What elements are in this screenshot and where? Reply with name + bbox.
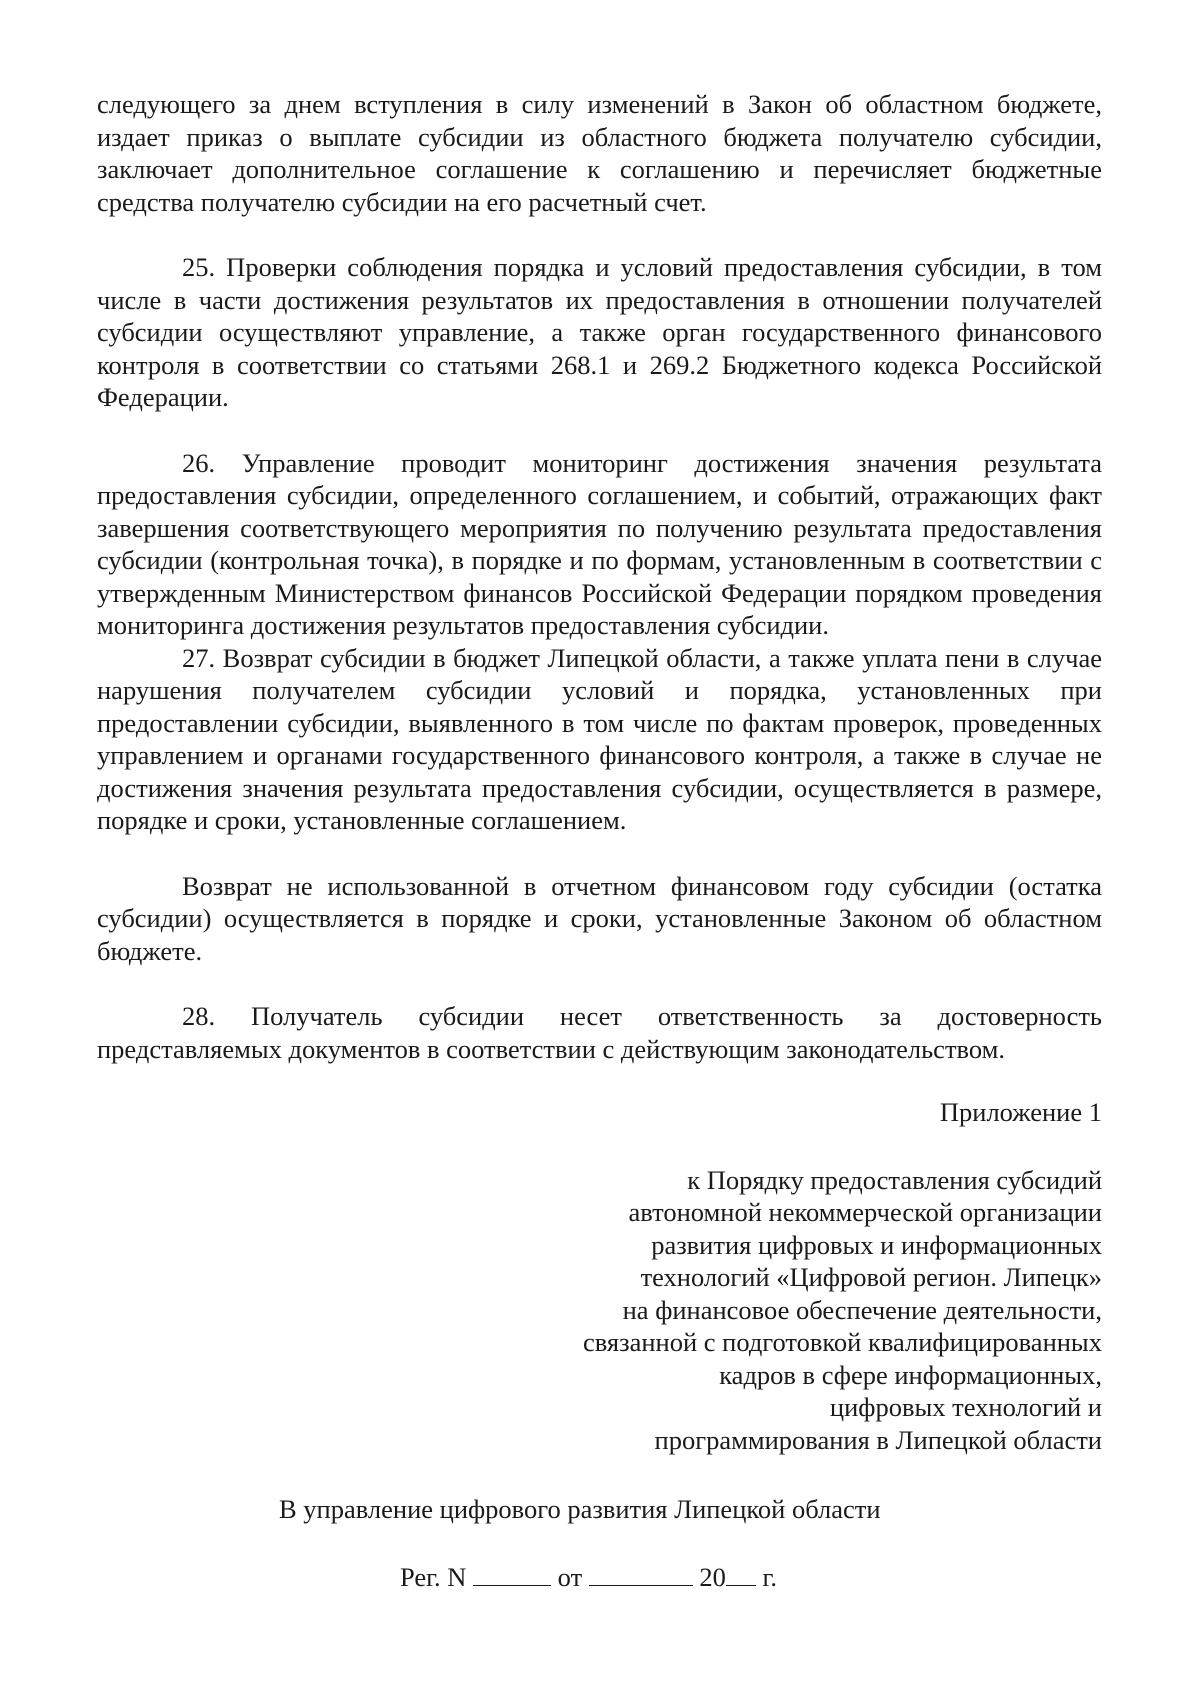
appendix-caption-line: развития цифровых и информационных [651, 1229, 1102, 1260]
reg-year-prefix: 20 [699, 1561, 726, 1592]
appendix-caption-line: кадров в сфере информационных, [719, 1359, 1102, 1390]
paragraph-27: 27. Возврат субсидии в бюджет Липецкой области, а также уплата пени в случае нарушения получателем субсидии условий и порядка, установленных при предоставлении субсидии, выявленного в том числе по фактам проверок, проведенных управлением и органами государственного финансового контроля, а также в случае не достижения значения результата предоставления субсидии, осуществляется в размере, порядке и сроки, установленные соглашением. [97, 642, 1102, 835]
paragraph-26: 26. Управление проводит мониторинг достижения значения результата предоставления субсидии, определенного соглашением, и событий, отражающих факт завершения соответствующего мероприятия по получению результата предоставления субсидии (контрольная точка), в порядке и по формам, установленным в соответствии с утвержденным Министерством финансов Российской Федерации порядком проведения мониторинга достижения результатов предоставления субсидии. [97, 447, 1102, 640]
appendix-title: Приложение 1 [939, 1097, 1102, 1127]
appendix-caption-line: программирования в Липецкой области [654, 1424, 1102, 1455]
paragraph-27-return: Возврат не использованной в отчетном финансовом году субсидии (остатка субсидии) осуществляется в порядке и сроки, установленные Законом об областном бюджете. [97, 870, 1102, 966]
paragraph-25: 25. Проверки соблюдения порядка и условий предоставления субсидии, в том числе в части достижения результатов их предоставления в отношении получателей субсидии осуществляют управление, а также орган государственного финансового контроля в соответствии со статьями 268.1 и 269.2 Бюджетного кодекса Российской Федерации. [97, 252, 1102, 412]
appendix-caption-line: автономной некоммерческой организации [628, 1197, 1102, 1227]
appendix-caption-line: цифровых технологий и [829, 1392, 1102, 1422]
reg-number-blank [473, 1563, 551, 1586]
reg-number-label: Рег. N [400, 1561, 467, 1592]
reg-year-suffix: г. [762, 1561, 778, 1592]
reg-year-blank [726, 1563, 756, 1586]
addressee-line: В управление цифрового развития Липецкой области [279, 1494, 881, 1524]
registration-line [97, 1561, 1102, 1594]
reg-date-label: от [557, 1561, 583, 1592]
appendix-caption-line: технологий «Цифровой регион. Липецк» [640, 1262, 1102, 1292]
appendix-caption-line: на финансовое обеспечение деятельности, [622, 1294, 1102, 1325]
paragraph-28: 28. Получатель субсидии несет ответственность за достоверность представляемых документов в соответствии с действующим законодательством. [97, 1001, 1102, 1064]
appendix-caption-line: связанной с подготовкой квалифицированных [583, 1327, 1102, 1357]
appendix-caption [97, 1164, 1102, 1457]
appendix-caption-line: к Порядку предоставления субсидий [687, 1164, 1102, 1195]
paragraph-continuation: следующего за днем вступления в силу изменений в Закон об областном бюджете, издает приказ о выплате субсидии из областного бюджета получателю субсидии, заключает дополнительное соглашение к соглашению и перечисляет бюджетные средства получателю субсидии на его расчетный счет. [97, 89, 1102, 217]
reg-date-blank [589, 1563, 693, 1586]
document-page [97, 88, 1102, 1593]
